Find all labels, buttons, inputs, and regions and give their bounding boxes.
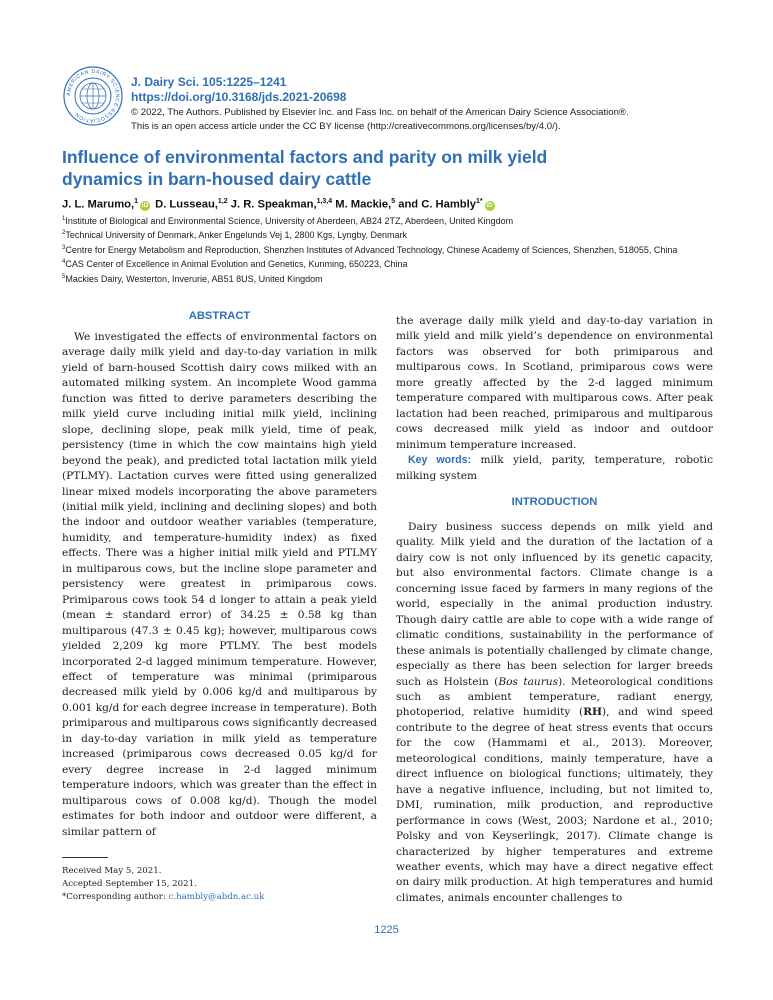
intro-italic: Bos taurus <box>498 675 559 688</box>
footnote-divider <box>62 857 108 858</box>
author-name: J. R. Speakman, <box>230 198 317 211</box>
page-number: 1225 <box>374 924 399 936</box>
intro-text: ). Meteorological conditions such as ambient temperature, radiant energy, photoperiod, relative humidity ( <box>396 675 714 719</box>
author-affiliation-sup: 1,3,4 <box>316 198 333 205</box>
article-title: Influence of environmental factors and parity on milk yield dynamics in barn-housed dairy cattle <box>62 147 548 189</box>
affiliation-item: $^1$Institute of Biological and Environmental Science, University of Aberdeen, AB24 2TZ, Aberdeen, United Kingdom <box>62 216 514 226</box>
author-affiliation-sup: 1,2 <box>217 198 228 205</box>
intro-bold: RH <box>583 706 603 719</box>
affiliation-item: $^2$Technical University of Denmark, Anker Engelunds Vej 1, 2800 Kgs, Lyngby, Denmark <box>62 230 408 241</box>
introduction-body <box>396 520 713 906</box>
accepted-date: Accepted September 15, 2021. <box>62 878 197 889</box>
affiliation-item: $^3$Centre for Energy Metabolism and Reproduction, Shenzhen Institutes of Advanced Technology, Chinese Academy of Sciences, Shenzhen, 518055, China <box>62 244 678 255</box>
adsa-seal-logo <box>63 66 123 126</box>
author-affiliation-sup: 1 <box>134 198 139 205</box>
copyright-notice: © 2022, The Authors. Published by Elsevier Inc. and Fass Inc. on behalf of the American Dairy Science Association®. <box>131 107 629 118</box>
author-affiliation-sup: 1* <box>475 198 483 205</box>
affiliation-item: $^4$CAS Center of Excellence in Animal Evolution and Genetics, Kunming, 650223, China <box>62 259 408 270</box>
abstract-text: We investigated the effects of environmental factors on average daily milk yield and day-to-day variation in milk yield of barn-housed Scottish dairy cows milked with an automated milking system. An incomplete Wood gamma function was fitted to derive parameters describing the milk yield curve including initial milk yield, inclining slope, declining slope, peak milk yield, time of peak, persistency (time in which the cow maintains high yield beyond the peak), and predicted total lactation milk yield (PTLMY). Lactation curves were fitted using generalized linear mixed models incorporating the above parameters (initial milk yield, inclining and declining slopes) and both the indoor and outdoor weather variables (temperature, humidity, and temperature-humidity index) as fixed effects. There was a higher initial milk yield and PTLMY in multiparous cows, but the incline slope parameter and persistency were greatest in primiparous cows. Primiparous cows took 54 d longer to attain a peak yield (mean ± standard error) of 34.25 ± 0.58 kg than multiparous (47.3 ± 0.45 kg); however, multiparous cows yielded 2,209 kg more PTLMY. The best models incorporated 2-d lagged minimum temperature. However, effect of temperature was minimal (primiparous decreased milk yield by 0.006 kg/d and multiparous by 0.001 kg/d for each degree increase in temperature). Both primiparous and multiparous cows significantly decreased in day-to-day variation in milk yield as temperature increased (primiparous cows decreased 0.05 kg/d for every degree increase in 2-d lagged minimum temperature indoors, which was greater than the effect in multiparous cows of 0.008 kg/d). Though the model estimates for both indoor and outdoor were different, a similar pattern of <box>62 331 377 838</box>
intro-text: Dairy business success depends on milk yield and quality. Milk yield and the duration of the lactation of a dairy cow is not only influenced by its genetic capacity, but also environmental factors. Climate change is a concerning issue faced by farmers in many regions of the world, especially in the animal production industry. Though dairy cattle are able to cope with a wide range of climatic conditions, sustainability in the performance of these animals is potentially challenged by climate change, especially as there has been selection for larger breeds such as Holstein ( <box>396 521 713 688</box>
abstract-right-column <box>396 314 713 484</box>
abstract-heading: ABSTRACT <box>188 310 251 322</box>
orcid-icon[interactable]: iD <box>141 201 149 209</box>
author-name: D. Lusseau, <box>155 198 218 211</box>
author-name: J. L. Marumo, <box>62 198 135 211</box>
affiliations <box>62 213 702 285</box>
keywords-label: Key words: <box>408 454 472 467</box>
author-name: and C. Hambly <box>398 198 476 211</box>
abstract-text-continued: the average daily milk yield and day-to-day variation in milk yield and milk yield’s dependence on environmental factors was observed for both primiparous and multiparous cows. In Scotland, primiparous cows were more greatly affected by the 2-d lagged minimum temperature compared with multiparous cows. After peak lactation had been reached, primiparous and multiparous cows decreased milk yield as indoor and outdoor minimum temperature increased. <box>396 315 713 451</box>
abstract-left-column <box>62 330 377 840</box>
orcid-icon[interactable]: iD <box>486 201 493 209</box>
corresponding-email-link[interactable]: c.hambly@abdn.ac.uk <box>168 891 265 902</box>
author-list <box>62 198 497 211</box>
author-affiliation-sup: 5 <box>391 198 396 205</box>
logo-ring-text: AMERICAN DAIRY SCIENCE ASSOCIATION <box>65 68 121 124</box>
affiliation-item: $^5$Mackies Dairy, Westerton, Inverurie, AB51 8US, United Kingdom <box>62 273 323 284</box>
author-name: M. Mackie, <box>335 198 392 211</box>
intro-text: ), and wind speed contribute to the degree of heat stress events that occurs for the cow (Hammami et al., 2013). Moreover, meteorological conditions, mainly temperature, have a direct influence on biological functions; ultimately, they have a negative influence, including, but not limited to, DMI, rumination, milk production, and reproductive performance in cows (West, 2003; Nardone et al., 2010; Polsky and von Keyserlingk, 2017). Climate change is characterized by higher temperatures and extreme weather events, which may have a direct negative effect on dairy milk production. At high temperatures and humid climates, animals encounter challenges to <box>396 706 714 904</box>
journal-citation: J. Dairy Sci. 105:1225–1241 <box>131 75 287 89</box>
keywords: milk yield, parity, temperature, robotic milking system <box>396 454 713 482</box>
corresponding-label: *Corresponding author: <box>62 891 166 902</box>
received-date: Received May 5, 2021. <box>62 866 162 876</box>
doi-link[interactable]: https://doi.org/10.3168/jds.2021-20698 <box>131 90 347 104</box>
introduction-heading: INTRODUCTION <box>511 496 598 508</box>
footnotes <box>62 865 264 903</box>
license-notice: This is an open access article under the CC BY license (http://creativecommons.org/licenses/by/4.0/). <box>131 121 561 132</box>
